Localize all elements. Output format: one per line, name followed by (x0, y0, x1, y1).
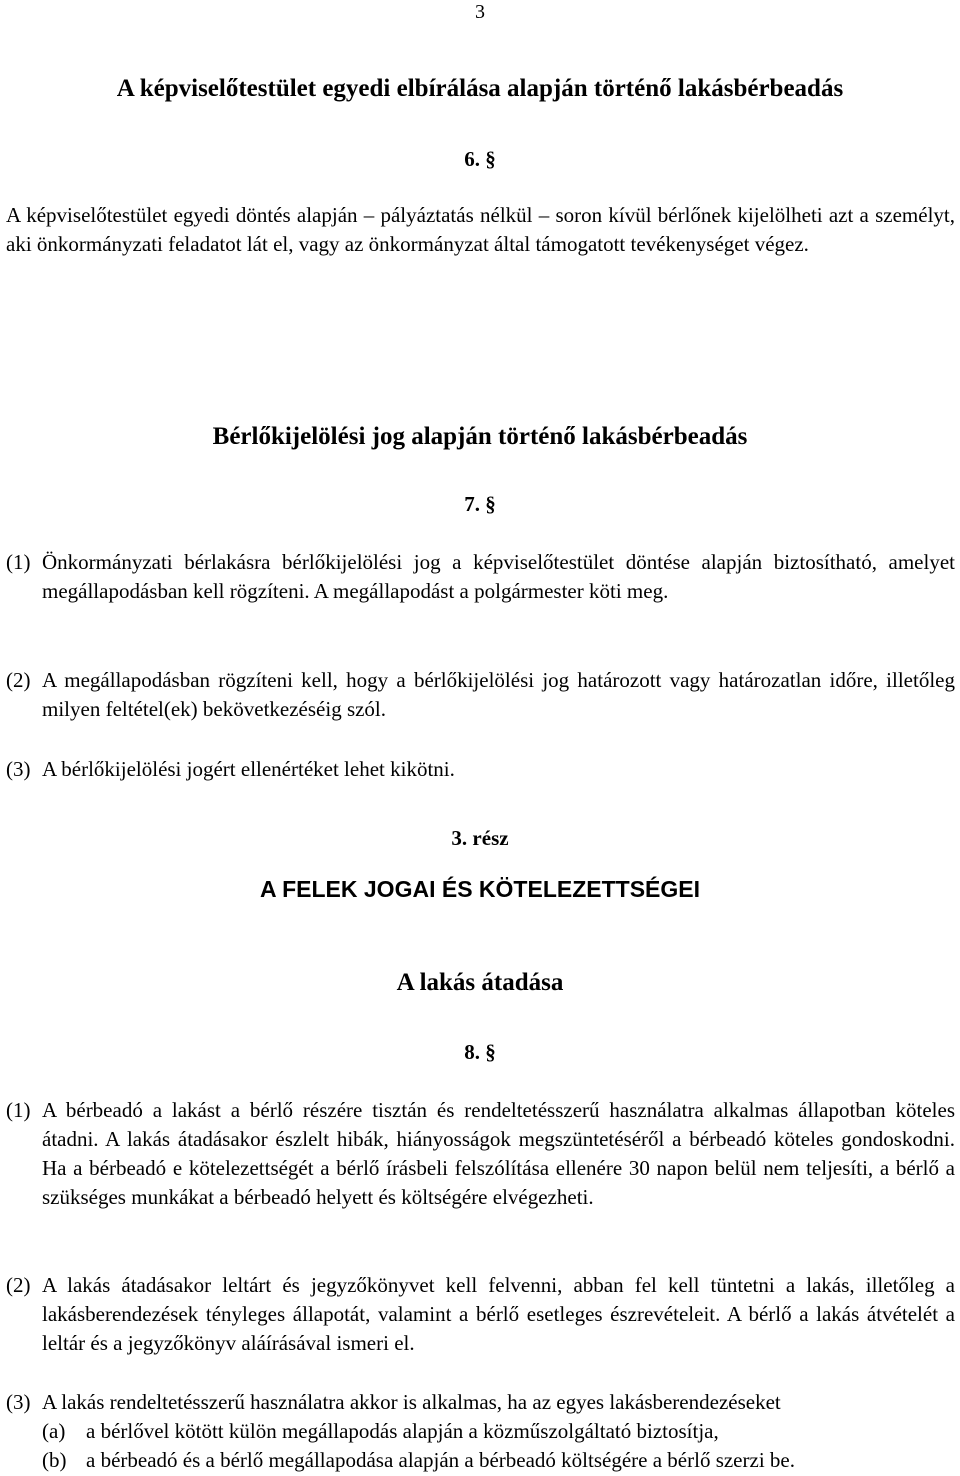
sub-item-text: a bérbeadó és a bérlő megállapodása alapján a bérbeadó költségére a bérlő szerzi be. (86, 1448, 795, 1472)
sub-item-label: (b) (42, 1448, 67, 1472)
item-text: A bérlőkijelölési jogért ellenértéket lehet kikötni. (42, 757, 455, 781)
section-heading: A lakás átadása (396, 969, 564, 996)
part-label: 3. rész (451, 826, 509, 850)
list-item (6, 1271, 955, 1358)
part-title: A FELEK JOGAI ÉS KÖTELEZETTSÉGEI (259, 876, 701, 902)
list-item (6, 1388, 955, 1417)
item-text: A lakás rendeltetésszerű használatra akkor is alkalmas, ha az egyes lakásberendezéseket (42, 1390, 781, 1414)
item-number: (3) (6, 757, 31, 781)
paragraph-number: 7. § (464, 492, 496, 516)
paragraph-number: 6. § (464, 147, 496, 171)
item-number: (3) (6, 1390, 31, 1414)
item-number: (2) (6, 668, 31, 692)
sub-item (6, 1417, 955, 1446)
item-text: A lakás átadásakor leltárt és jegyzőkönyvet kell felvenni, abban fel kell tüntetni a lakás, illetőleg a lakásberendezések tényleges állapotát, valamint a bérlő esetleges észrevételeit. A bérlő a lakás átvételét a leltár és a jegyzőkönyv aláírásával ismeri el. (42, 1273, 955, 1355)
list-item (6, 666, 955, 724)
section-heading: A képviselőtestület egyedi elbírálása alapján történő lakásbérbeadás (116, 75, 844, 102)
item-text: A bérbeadó a lakást a bérlő részére tisztán és rendeltetésszerű használatra alkalmas állapotban köteles átadni. A lakás átadásakor észlelt hibák, hiányosságok megszüntetéséről a bérbeadó köteles gondoskodni. Ha a bérbeadó e kötelezettségét a bérlő írásbeli felszólítása ellenére 30 napon belül nem teljesíti, a bérlő a szükséges munkákat a bérbeadó helyett és költségére elvégezheti. (42, 1098, 955, 1209)
item-text: Önkormányzati bérlakásra bérlőkijelölési jog a képviselőtestület döntése alapján biztosítható, amelyet megállapodásban kell rögzíteni. A megállapodást a polgármester köti meg. (42, 550, 955, 603)
paragraph-number: 8. § (464, 1040, 496, 1064)
item-number: (1) (6, 550, 31, 574)
list-item (6, 1096, 955, 1212)
list-item (6, 755, 955, 784)
paragraph-text: A képviselőtestület egyedi döntés alapján – pályáztatás nélkül – soron kívül bérlőnek kijelölheti azt a személyt, aki önkormányzati feladatot lát el, vagy az önkormányzat által támogatott tevékenységet végez. (6, 203, 955, 256)
item-number: (1) (6, 1098, 31, 1122)
sub-item (6, 1446, 955, 1475)
sub-item-text: a bérlővel kötött külön megállapodás alapján a közműszolgáltató biztosítja, (86, 1419, 719, 1443)
section-heading: Bérlőkijelölési jog alapján történő lakásbérbeadás (212, 423, 748, 450)
item-number: (2) (6, 1273, 31, 1297)
list-item (6, 548, 955, 606)
page-number: 3 (475, 1, 485, 23)
item-text: A megállapodásban rögzíteni kell, hogy a bérlőkijelölési jog határozott vagy határozatlan időre, illetőleg milyen feltétel(ek) bekövetkezéséig szól. (42, 668, 955, 721)
sub-item-label: (a) (42, 1419, 66, 1443)
